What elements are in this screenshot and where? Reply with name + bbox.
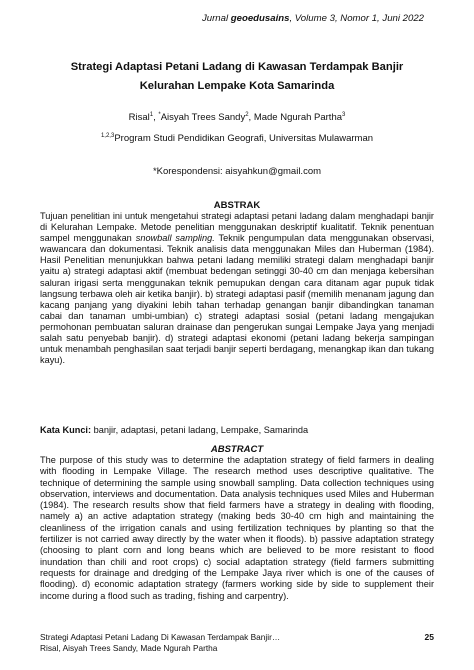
footer-authors: Risal, Aisyah Trees Sandy, Made Ngurah Partha [40, 643, 218, 653]
abstrak-text-2: Teknik pengumpulan data menggunakan observasi, wawancara dan dokumentasi. Teknik analisis data menggunakan Miles dan Huberman (1984). Hasil Penelitian menunjukkan bahwa petani ladang memiliki strategi dalam menghadapi banjir yaitu a) strategi adaptasi aktif (membuat bedengan setinggi 30-40 cm dan menjaga kebersihan saluran irigasi serta menggunakan teknik pemupukan dengan cara ditanam agar pupuk tidak langsung terbawa oleh air ketika banjir). b) strategi adaptasi pasif (memilih menanam jagung dan kacang panjang yang diyakini lebih tahan terhadap genangan banjir dibandingkan tanaman cabai dan tanaman umbi-umbian) c) strategi adaptasi sosial (petani ladang mengajukan permohonan pembuatan saluran drainase dan pengerukan sungai Lempake Jaya yang menjadi salah satu penyebab banjir). d) strategi adaptasi ekonomi (petani ladang bekerja sampingan untuk menambah penghasilan saat terjadi banjir seperti berdagang, menangkap ikan dan tukang kayu). [40, 233, 434, 366]
author-3-affil: 3 [342, 112, 346, 118]
author-2-corresp-mark: * [158, 112, 161, 118]
abstrak-italic-term: snowball sampling. [135, 233, 215, 244]
abstrak-heading: ABSTRAK [213, 200, 261, 211]
page-number: 25 [424, 632, 434, 642]
affiliation-text: Program Studi Pendidikan Geografi, Universitas Mulawarman [114, 133, 374, 144]
affiliation-marks: 1,2,3 [100, 133, 115, 139]
keywords-label: Kata Kunci: [40, 425, 92, 435]
keywords [40, 425, 434, 435]
abstract-body: The purpose of this study was to determine the adaptation strategy of field farmers in dealing with flooding in Lempake Village. The research method uses descriptive qualitative. The technique of determining the sample using snowball sampling. Data collection techniques using observation, interviews and documentation. Data analysis techniques used Miles and Huberman (1984). The research results show that field farmers have a strategy in dealing with flooding, namely a) an active adaptation strategy (making beds 30-40 cm high and maintaining the cleanliness of the irrigation canals and using fertilization techniques by planting so that the fertilizer is not carried away directly by the water when it floods). b) passive adaptation strategy (choosing to plant corn and long beans which are believed to be more resistant to flood inundation than chili and root crops) c) social adaptation strategy (field farmers submitting requests for drainage and dredging of the Lempake Jaya river which is one of the causes of flooding). d) economic adaptation strategy (farmers working side by side to supplement their income during a flood such as trading, fishing and carpentry). [40, 455, 434, 601]
journal-prefix: Jurnal [201, 13, 231, 24]
author-3: Made Ngurah Partha [253, 112, 343, 123]
footer-citation [40, 632, 280, 654]
author-list: Risal$^1$, *Aisyah Trees Sandy$^2$, Made Ngurah Partha$^3$ [128, 112, 346, 123]
author-2: Aisyah Trees Sandy [160, 112, 246, 123]
author-1-affil: 1 [149, 112, 154, 118]
footer-title: Strategi Adaptasi Petani Ladang Di Kawasan Terdampak Banjir… [40, 632, 281, 642]
journal-issue: , Volume 3, Nomor 1, Juni 2022 [289, 13, 424, 24]
keywords-text: banjir, adaptasi, petani ladang, Lempake, Samarinda [91, 425, 309, 435]
abstract-heading: ABSTRACT [210, 444, 264, 455]
affiliation [0, 133, 474, 144]
abstrak-body [40, 211, 434, 366]
article-title [40, 58, 434, 96]
author-2-affil: 2 [245, 112, 249, 118]
abstrak-text-1: Tujuan penelitian ini untuk mengetahui strategi adaptasi petani ladang dalam menghadapi banjir di Kelurahan Lempake. Metode penelitian menggunakan deskriptif kualitatif. Teknik penentuan sampel menggunakan [40, 211, 434, 244]
running-head [202, 13, 424, 24]
title-line-2: Kelurahan Lempake Kota Samarinda [139, 80, 335, 92]
journal-name: geoedusains [230, 13, 290, 24]
title-line-1: Strategi Adaptasi Petani Ladang di Kawasan Terdampak Banjir [70, 61, 404, 73]
correspondence-email: *Korespondensi: aisyahkun@gmail.com [152, 166, 322, 177]
author-1: Risal [128, 112, 150, 123]
